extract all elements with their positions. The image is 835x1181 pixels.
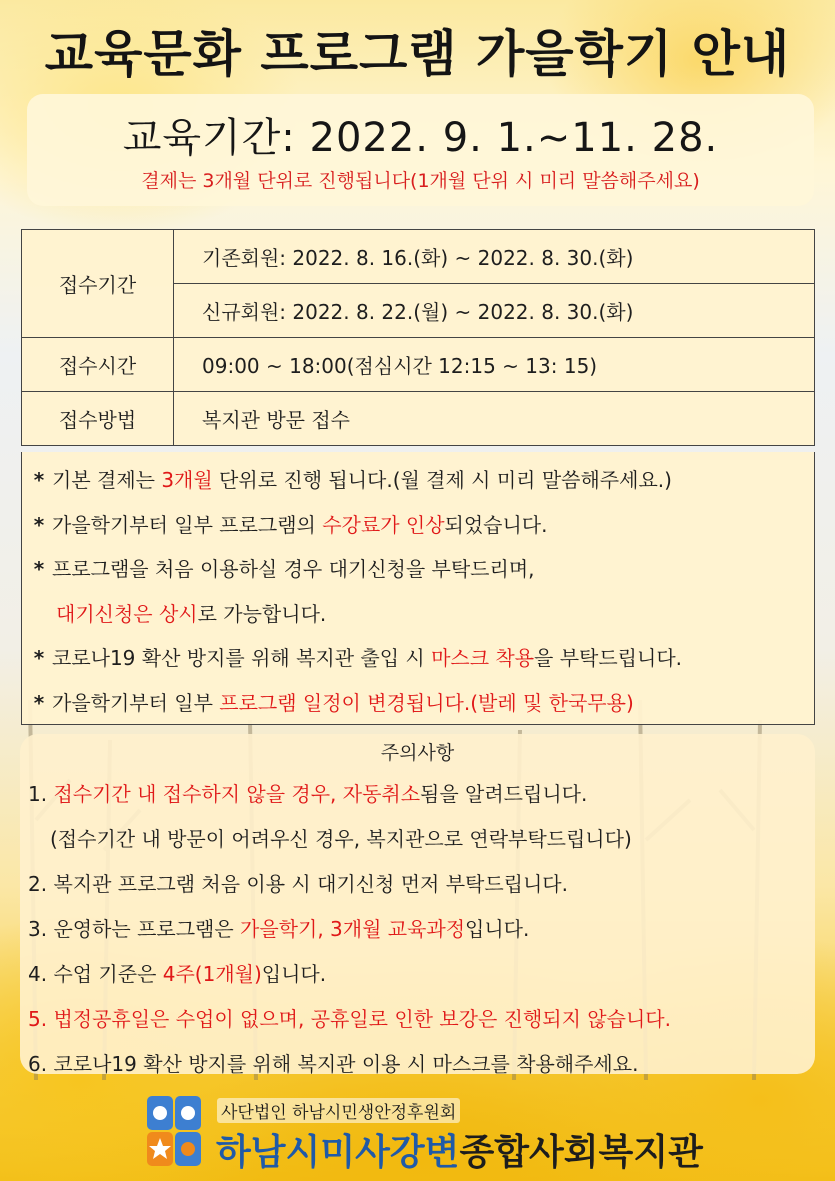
asterisk-icon: * bbox=[33, 646, 45, 670]
notice-item: * 가을학기부터 일부 프로그램 일정이 변경됩니다.(발레 및 한국무용) bbox=[26, 681, 814, 726]
education-period-box bbox=[27, 94, 814, 206]
asterisk-icon: * bbox=[33, 690, 45, 715]
caution-item: 1. 접수기간 내 접수하지 않을 경우, 자동취소됨을 알려드립니다. bbox=[28, 782, 588, 806]
asterisk-icon: * bbox=[33, 557, 45, 581]
notice-item: * 코로나19 확산 방지를 위해 복지관 출입 시 마스크 착용을 부탁드립니다. bbox=[26, 636, 814, 681]
caution-title: 주의사항 bbox=[380, 742, 455, 764]
caution-item-sub: (접수기간 내 방문이 어려우신 경우, 복지관으로 연락부탁드립니다) bbox=[50, 827, 632, 851]
asterisk-icon: * bbox=[33, 512, 45, 537]
reg-method-label: 접수방법 bbox=[22, 392, 174, 446]
organization-name: 하남시미사강변종합사회복지관 bbox=[216, 1132, 703, 1173]
table-row bbox=[22, 392, 815, 446]
table-row bbox=[22, 230, 815, 284]
table-row bbox=[22, 338, 815, 392]
notice-item: * 기본 결제는 3개월 단위로 진행 됩니다.(월 결제 시 미리 말씀해주세요.) bbox=[26, 458, 814, 503]
registration-table bbox=[21, 229, 815, 446]
notice-list bbox=[21, 452, 815, 725]
caution-section bbox=[20, 734, 815, 1074]
caution-item: 4. 수업 기준은 4주(1개월)입니다. bbox=[28, 962, 327, 986]
notice-item: * 프로그램을 처음 이용하실 경우 대기신청을 부탁드리며, bbox=[26, 547, 814, 592]
reg-method-value: 복지관 방문 접수 bbox=[174, 392, 815, 446]
caution-item: 5. 법정공휴일은 수업이 없으며, 공휴일로 인한 보강은 진행되지 않습니다. bbox=[28, 1007, 671, 1031]
caution-item: 6. 코로나19 확산 방지를 위해 복지관 이용 시 마스크를 착용해주세요. bbox=[28, 1052, 639, 1076]
sponsor-org: 사단법인 하남시민생안정후원회 bbox=[217, 1098, 460, 1123]
education-period: 교육기간: 2022. 9. 1.~11. 28. bbox=[122, 115, 719, 161]
notice-item-continued: 대기신청은 상시로 가능합니다. bbox=[56, 601, 327, 626]
asterisk-icon: * bbox=[33, 468, 45, 492]
existing-member-period: 기존회원: 2022. 8. 16.(화) ~ 2022. 8. 30.(화) bbox=[174, 230, 815, 284]
caution-item: 3. 운영하는 프로그램은 가을학기, 3개월 교육과정입니다. bbox=[28, 917, 530, 941]
payment-note: 결제는 3개월 단위로 진행됩니다(1개월 단위 시 미리 말씀해주세요) bbox=[141, 170, 700, 192]
organization-footer bbox=[140, 1092, 703, 1173]
organization-logo-icon bbox=[145, 1094, 203, 1168]
caution-list bbox=[28, 772, 813, 1087]
reg-time-value: 09:00 ~ 18:00(점심시간 12:15 ~ 13: 15) bbox=[174, 338, 815, 392]
caution-item: 2. 복지관 프로그램 처음 이용 시 대기신청 먼저 부탁드립니다. bbox=[28, 872, 568, 896]
reg-time-label: 접수시간 bbox=[22, 338, 174, 392]
new-member-period: 신규회원: 2022. 8. 22.(월) ~ 2022. 8. 30.(화) bbox=[174, 284, 815, 338]
notice-item: * 가을학기부터 일부 프로그램의 수강료가 인상되었습니다. bbox=[26, 503, 814, 548]
reg-period-label: 접수기간 bbox=[22, 230, 174, 338]
page-title: 교육문화 프로그램 가을학기 안내 bbox=[44, 25, 791, 83]
